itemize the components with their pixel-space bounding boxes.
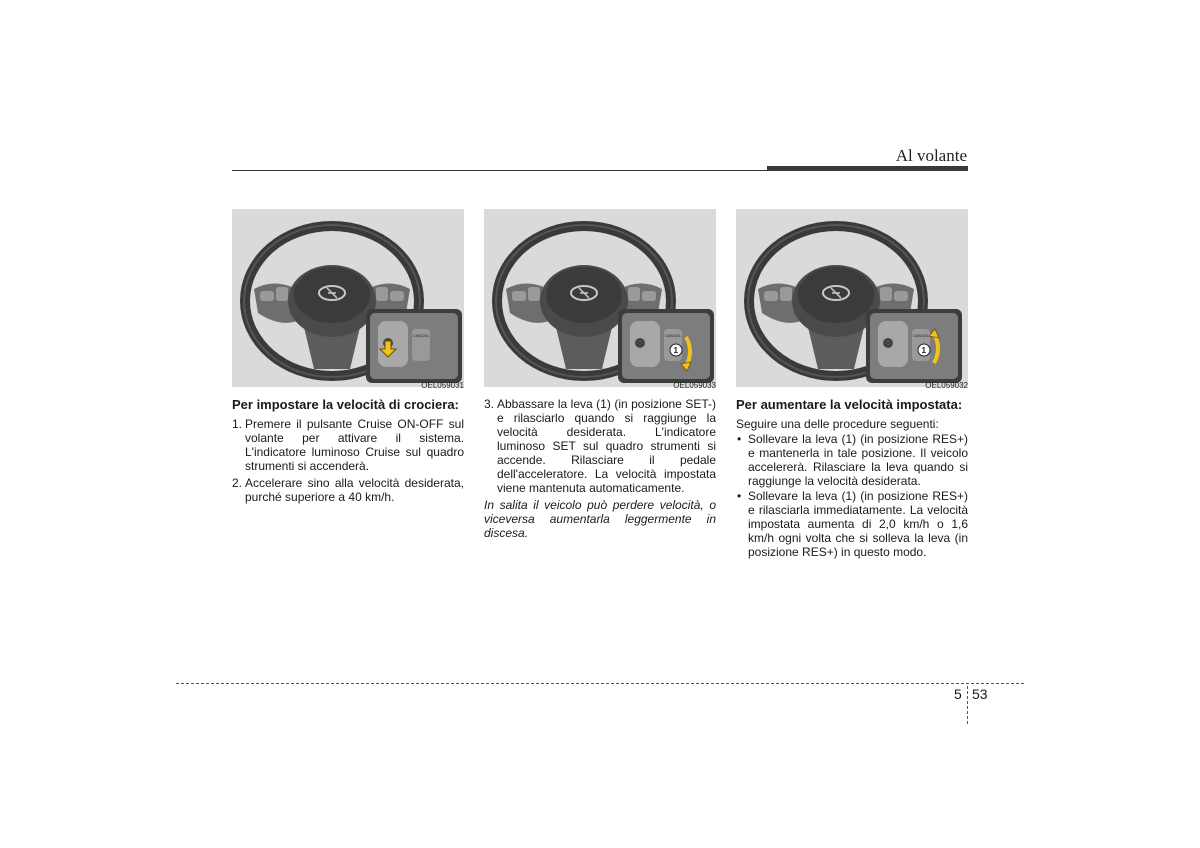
column-1 (232, 397, 464, 507)
figure-steering-wheel-2 (484, 209, 716, 387)
list-item (232, 417, 464, 473)
list-text: Sollevare la leva (1) (in posizione RES+) e mantenerla in tale posizione. Il veicolo accelererà. Rilasciare la leva quando si raggiunge la velocità desiderata. (748, 432, 968, 488)
header-rule (232, 170, 767, 171)
column-2 (484, 397, 716, 540)
chapter-title: Al volante (895, 146, 967, 165)
italic-note: In salita il veicolo può perdere velocità, o viceversa aumentarla leggermente in discesa. (484, 498, 716, 540)
footer-divider (967, 686, 968, 724)
section-heading-set-speed: Per impostare la velocità di crociera: (232, 397, 459, 412)
figure-code-3: OEL059032 (925, 381, 968, 390)
lever-number-label: 1 (921, 346, 926, 355)
figure-code-1: OEL059031 (421, 381, 464, 390)
list-number: 3. (484, 397, 495, 411)
section-heading-increase-speed: Per aumentare la velocità impostata: (736, 397, 963, 412)
lever-number-label: 1 (673, 346, 678, 355)
section-number: 5 (954, 686, 962, 702)
footer-rule (176, 683, 1024, 684)
intro-text: Seguire una delle procedure seguenti: (736, 417, 939, 431)
list-item (232, 476, 464, 504)
page-number: 53 (972, 686, 988, 702)
list-number: 1. (232, 417, 243, 431)
list-text: Sollevare la leva (1) (in posizione RES+) e rilasciarla immediatamente. La velocità impostata aumenta di 2,0 km/h o 1,6 km/h ogni volta che si solleva la leva (in posizione RES+) in questo modo. (748, 489, 968, 559)
figure-code-2: OEL059033 (673, 381, 716, 390)
bullet-icon: • (737, 432, 742, 446)
list-number: 2. (232, 476, 243, 490)
header-rule-thick (767, 166, 968, 171)
list-text: Abbassare la leva (1) (in posizione SET-) e rilasciarlo quando si raggiunge la velocità desiderata. L'indicatore luminoso SET sul quadro strumenti si accende. Rilasciare il pedale dell'acceleratore. La velocità impostata viene mantenuta automaticamente. (497, 397, 716, 495)
list-item (484, 397, 716, 495)
list-item (736, 489, 968, 559)
figure-steering-wheel-3 (736, 209, 968, 387)
column-3 (736, 397, 968, 560)
list-text: Accelerare sino alla velocità desiderata, purché superiore a 40 km/h. (245, 476, 464, 504)
bullet-icon: • (737, 489, 742, 503)
list-item (736, 432, 968, 488)
list-text: Premere il pulsante Cruise ON-OFF sul volante per attivare il sistema. L'indicatore luminoso Cruise sul quadro strumenti si accenderà. (245, 417, 464, 473)
cancel-label: CANCEL (665, 333, 682, 338)
cancel-label: CANCEL (913, 333, 930, 338)
figure-steering-wheel-1 (232, 209, 464, 387)
cancel-label: CANCEL (413, 333, 430, 338)
